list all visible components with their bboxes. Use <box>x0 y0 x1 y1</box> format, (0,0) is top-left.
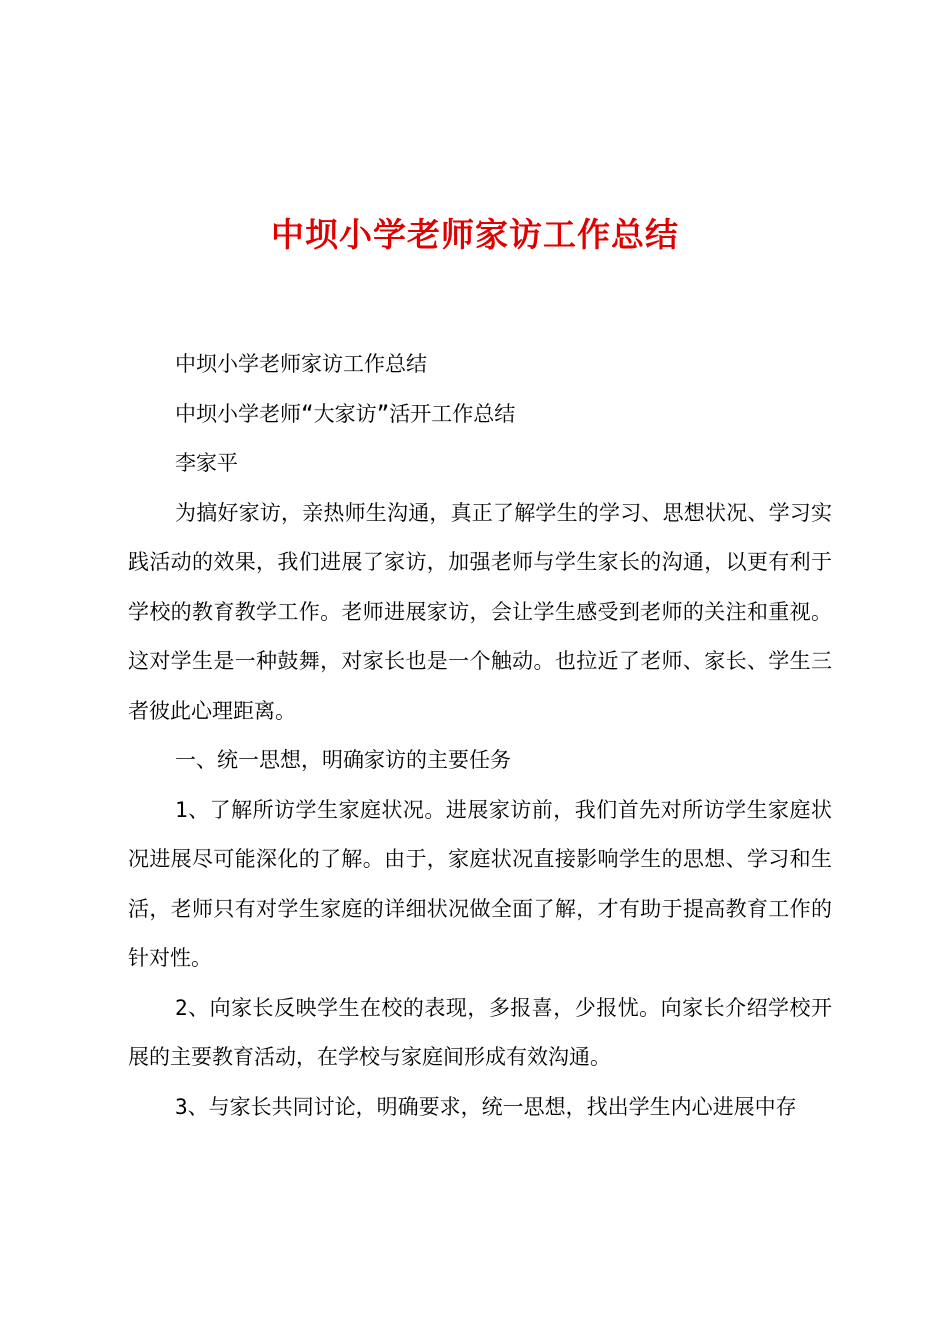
paragraph-item-2: 2、向家长反映学生在校的表现，多报喜，少报忧。向家长介绍学校开展的主要教育活动，在学校与家庭间形成有效沟通。 <box>128 995 832 1069</box>
document-body <box>128 340 832 1132</box>
paragraph-author: 李家平 <box>175 451 238 475</box>
paragraph-intro: 为搞好家访，亲热师生沟通，真正了解学生的学习、思想状况、学习实践活动的效果，我们进展了家访，加强老师与学生家长的沟通，以更有利于学校的教育教学工作。老师进展家访，会让学生感受到老师的关注和重视。这对学生是一种鼓舞，对家长也是一个触动。也拉近了老师、家长、学生三者彼此心理距离。 <box>128 500 832 723</box>
paragraph-section-heading: 一、统一思想，明确家访的主要任务 <box>175 748 511 772</box>
paragraph-subtitle: 中坝小学老师“大家访”活开工作总结 <box>175 401 516 426</box>
document-title: 中坝小学老师家访工作总结 <box>271 215 679 254</box>
paragraph-item-1: 1、了解所访学生家庭状况。进展家访前，我们首先对所访学生家庭状况进展尽可能深化的了解。由于，家庭状况直接影响学生的思想、学习和生活，老师只有对学生家庭的详细状况做全面了解，才有助于提高教育工作的针对性。 <box>128 797 832 970</box>
paragraph-item-3: 3、与家长共同讨论，明确要求，统一思想，找出学生内心进展中存 <box>175 1094 797 1119</box>
paragraph-heading-repeat: 中坝小学老师家访工作总结 <box>175 352 427 376</box>
